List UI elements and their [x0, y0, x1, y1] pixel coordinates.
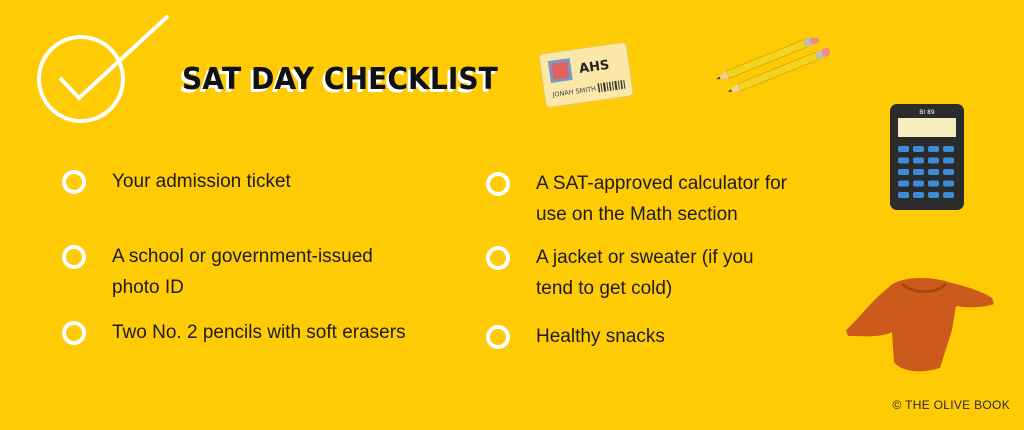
list-item — [486, 246, 766, 304]
list-item — [486, 325, 796, 352]
pencils-icon — [712, 38, 830, 98]
sweater-icon — [840, 272, 1000, 374]
checkbox-circle-icon — [486, 172, 510, 196]
checkbox-circle-icon — [62, 170, 86, 194]
list-item — [62, 245, 412, 303]
calculator-model: BI 89 — [919, 109, 935, 116]
checkbox-circle-icon — [486, 325, 510, 349]
calculator-key — [943, 146, 954, 152]
calculator-key — [943, 192, 954, 198]
id-card-icon — [538, 38, 634, 110]
calculator-key — [898, 158, 909, 164]
list-item — [486, 172, 796, 230]
calculator-key — [928, 169, 939, 175]
calculator-key — [898, 146, 909, 152]
id-card-school: AHS — [578, 57, 611, 77]
checkbox-circle-icon — [62, 245, 86, 269]
calculator-key — [943, 181, 954, 187]
list-item — [62, 321, 452, 348]
item-text: Healthy snacks — [536, 326, 665, 347]
calculator-key — [913, 146, 924, 152]
calculator-key — [928, 181, 939, 187]
calculator-key — [928, 146, 939, 152]
calculator-key — [928, 192, 939, 198]
item-text: Two No. 2 pencils with soft erasers — [112, 322, 406, 343]
calculator-key — [928, 158, 939, 164]
checkbox-circle-icon — [486, 246, 510, 270]
item-text: Your admission ticket — [112, 171, 291, 192]
calculator-key — [898, 181, 909, 187]
calculator-key — [898, 192, 909, 198]
item-text: A SAT-approved calculator for use on the Math section — [536, 173, 787, 225]
calculator-key — [913, 192, 924, 198]
calculator-key — [913, 181, 924, 187]
calculator-key — [943, 169, 954, 175]
id-card-name: JONAH SMITH — [552, 84, 597, 99]
checkmark-icon — [30, 10, 180, 130]
calculator-key — [898, 169, 909, 175]
page-title: SAT DAY CHECKLIST — [182, 62, 498, 97]
item-text: A school or government-issued photo ID — [112, 246, 373, 298]
calculator-key — [913, 169, 924, 175]
calculator-key — [943, 158, 954, 164]
credit-text: © THE OLIVE BOOK — [892, 398, 1010, 412]
list-item — [62, 170, 392, 197]
calculator-icon — [888, 102, 966, 212]
item-text: A jacket or sweater (if you tend to get cold) — [536, 247, 754, 299]
checkbox-circle-icon — [62, 321, 86, 345]
calculator-key — [913, 158, 924, 164]
